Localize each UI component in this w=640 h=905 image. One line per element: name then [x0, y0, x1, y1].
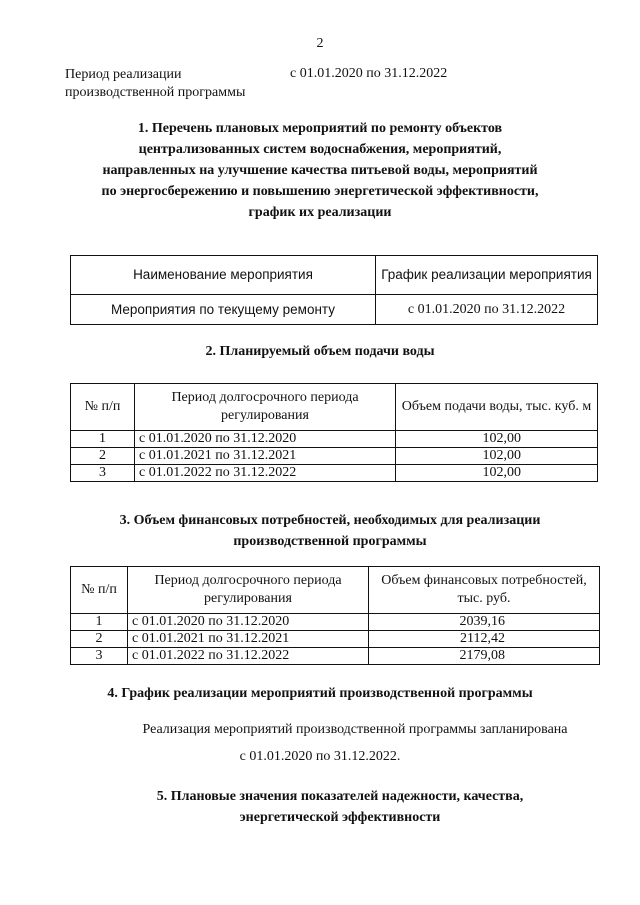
period-label: Период реализации производственной программы [65, 67, 246, 100]
table-cell: 3 [71, 648, 128, 665]
financial-needs-table [70, 566, 600, 665]
table-cell: с 01.01.2020 по 31.12.2020 [135, 431, 396, 448]
section1-title: 1. Перечень плановых мероприятий по ремонту объектов централизованных систем водоснабжения, мероприятий, направленных на улучшение качества питьевой воды, мероприятий по энергосбережению и повышению энергетической эффективности, график их реализации [101, 121, 539, 220]
table-cell: 3 [71, 465, 135, 482]
table-cell: 2 [71, 631, 128, 648]
column-header: Период долгосрочного периода регулирования [128, 567, 369, 614]
table-cell: с 01.01.2021 по 31.12.2021 [128, 631, 369, 648]
table-row [71, 614, 600, 631]
activities-table [70, 255, 598, 325]
table-cell: 1 [71, 614, 128, 631]
table-cell: с 01.01.2020 по 31.12.2020 [128, 614, 369, 631]
section4-text-line2: с 01.01.2020 по 31.12.2022. [239, 749, 401, 764]
table-header-row [71, 567, 600, 614]
column-header: Период долгосрочного периода регулирования [135, 384, 396, 431]
table-row [71, 295, 598, 325]
table-cell: 2 [71, 448, 135, 465]
table-header-row [71, 384, 598, 431]
section3-title: 3. Объем финансовых потребностей, необходимых для реализации производственной программы [119, 513, 541, 549]
table-cell: 102,00 [396, 431, 598, 448]
table-row [71, 465, 598, 482]
table-cell: 1 [71, 431, 135, 448]
table-row [71, 448, 598, 465]
table-cell: 102,00 [396, 448, 598, 465]
column-header: График реализации мероприятия [376, 256, 598, 295]
table-cell: с 01.01.2022 по 31.12.2022 [128, 648, 369, 665]
table-cell: с 01.01.2021 по 31.12.2021 [135, 448, 396, 465]
page-number: 2 [316, 36, 324, 51]
column-header: Объем подачи воды, тыс. куб. м [396, 384, 598, 431]
section4-text-line1: Реализация мероприятий производственной программы запланирована [142, 722, 568, 737]
table-row [71, 648, 600, 665]
table-row [71, 631, 600, 648]
column-header: № п/п [71, 384, 135, 431]
column-header: Наименование мероприятия [71, 256, 376, 295]
table-cell: с 01.01.2022 по 31.12.2022 [135, 465, 396, 482]
table-cell: Мероприятия по текущему ремонту [71, 295, 376, 325]
table-row [71, 431, 598, 448]
section4-title: 4. График реализации мероприятий производственной программы [107, 686, 533, 701]
table-cell: 102,00 [396, 465, 598, 482]
column-header: Объем финансовых потребностей, тыс. руб. [369, 567, 600, 614]
table-cell: 2179,08 [369, 648, 600, 665]
column-header: № п/п [71, 567, 128, 614]
table-cell: 2039,16 [369, 614, 600, 631]
section2-title: 2. Планируемый объем подачи воды [205, 344, 435, 359]
section5-title: 5. Плановые значения показателей надежности, качества, энергетической эффективности [156, 789, 524, 825]
table-cell: 2112,42 [369, 631, 600, 648]
period-value: с 01.01.2020 по 31.12.2022 [290, 66, 448, 81]
water-volume-table [70, 383, 598, 482]
table-cell: с 01.01.2020 по 31.12.2022 [376, 295, 598, 325]
table-header-row [71, 256, 598, 295]
